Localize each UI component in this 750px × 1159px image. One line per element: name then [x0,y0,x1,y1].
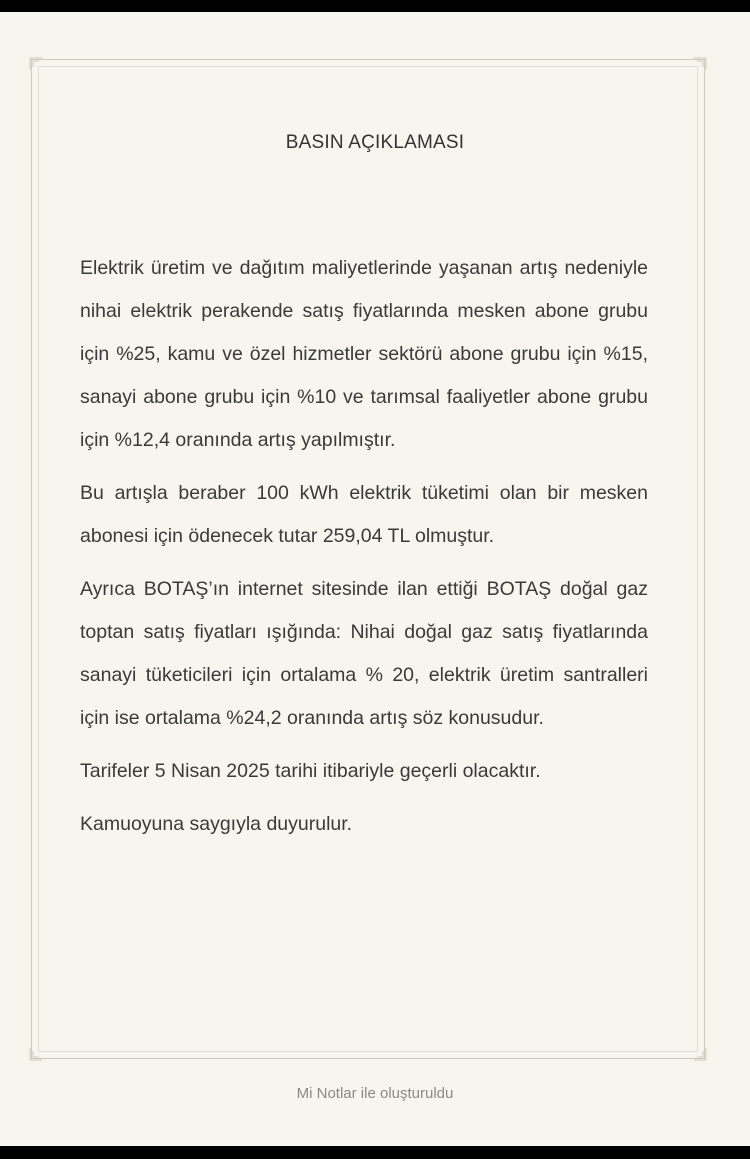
paragraph: Bu artışla beraber 100 kWh elektrik tüketimi olan bir mesken abonesi için ödenecek tutar 259,04 TL olmuştur. [80,482,648,547]
frame-corner-ornament-icon [29,57,43,71]
created-with-footer: Mi Notlar ile oluşturuldu [296,1085,454,1102]
note-page [0,12,750,1146]
paragraph: Tarifeler 5 Nisan 2025 tarihi itibariyle geçerli olacaktır. [80,760,541,782]
document-body [80,247,648,856]
frame-corner-ornament-icon [693,57,707,71]
document-title: BASIN AÇIKLAMASI [285,132,465,153]
frame-corner-ornament-icon [693,1047,707,1061]
paragraph: Kamuoyuna saygıyla duyurulur. [80,813,353,835]
frame-corner-ornament-icon [29,1047,43,1061]
paragraph: Ayrıca BOTAŞ’ın internet sitesinde ilan ettiği BOTAŞ doğal gaz toptan satış fiyatları ışığında: Nihai doğal gaz satış fiyatlarında sanayi tüketicileri için ortalama % 20, elektrik üretim santralleri için ise ortalama %24,2 oranında artış söz konusudur. [80,578,648,729]
paragraph: Elektrik üretim ve dağıtım maliyetlerinde yaşanan artış nedeniyle nihai elektrik perakende satış fiyatlarında mesken abone grubu için %25, kamu ve özel hizmetler sektörü abone grubu için %15, sanayi abone grubu için %10 ve tarımsal faaliyetler abone grubu için %12,4 oranında artış yapılmıştır. [80,257,648,451]
